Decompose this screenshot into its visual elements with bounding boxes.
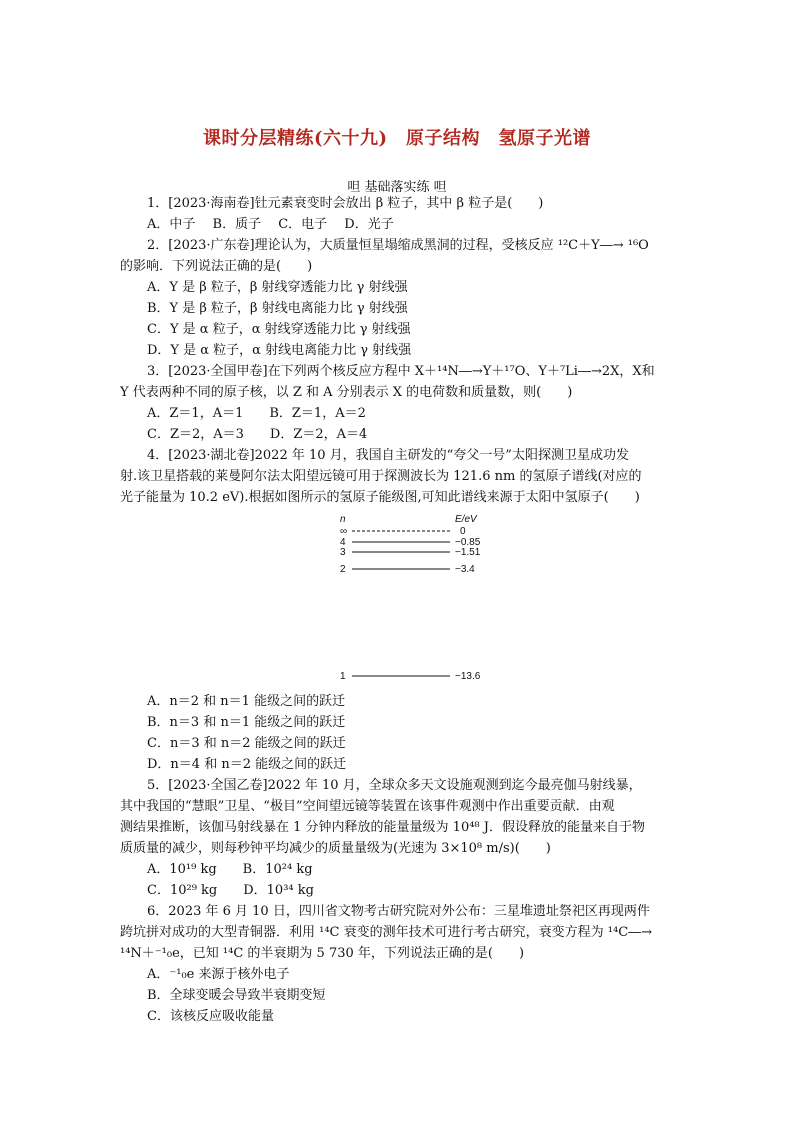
- question-5-options-ab: A．10¹⁹ kg B．10²⁴ kg: [147, 862, 313, 877]
- question-4-stem-cont-1: 射.该卫星搭载的莱曼阿尔法太阳望远镜可用于探测波长为 121.6 nm 的氢原子谱线(对应的: [120, 469, 642, 484]
- question-3-options-ab: A．Z＝1，A＝1 B．Z＝1，A＝2: [147, 406, 366, 421]
- question-6-option-b: B．全球变暖会导致半衰期变短: [147, 988, 326, 1003]
- question-6-stem-cont-2: ¹⁴N＋⁻¹₀e，已知 ¹⁴C 的半衰期为 5 730 年，下列说法正确的是( ): [120, 946, 525, 961]
- question-5-stem-cont-2: 测结果推断，该伽马射线暴在 1 分钟内释放的能量量级为 10⁴⁸ J．假设释放的能量来自于物: [120, 820, 645, 835]
- question-6-stem: 6．2023 年 6 月 10 日，四川省文物考古研究院对外公布：三星堆遗址祭祀区再现两件: [147, 904, 650, 919]
- diagram-n-header: n: [340, 514, 346, 525]
- question-6-option-c: C．该核反应吸收能量: [147, 1009, 274, 1024]
- question-4-option-d: D．n＝4 和 n＝2 能级之间的跃迁: [147, 757, 347, 772]
- question-6-option-a: A．⁻¹₀e 来源于核外电子: [147, 967, 290, 982]
- question-2-option-a: A．Y 是 β 粒子，β 射线穿透能力比 γ 射线强: [147, 280, 408, 295]
- page-title: 课时分层精练(六十九) 原子结构 氢原子光谱: [202, 128, 592, 149]
- energy-level-diagram: [330, 510, 500, 690]
- question-3-stem: 3．[2023·全国甲卷]在下列两个核反应方程中 X＋¹⁴N―→Y＋¹⁷O、Y＋⁷Li―→2X，X和: [147, 364, 655, 379]
- question-1-options: A．中子 B．质子 C．电子 D．光子: [147, 217, 394, 232]
- question-5-stem: 5．[2023·全国乙卷]2022 年 10 月，全球众多天文设施观测到迄今最亮伽马射线暴，: [147, 778, 642, 793]
- level-1-e: −13.6: [455, 671, 481, 682]
- question-3-stem-cont: Y 代表两种不同的原子核，以 Z 和 A 分别表示 X 的电荷数和质量数，则( ): [120, 385, 573, 400]
- section-heading: 呾 基础落实练 呾: [347, 180, 447, 195]
- question-2-stem-cont: 的影响．下列说法正确的是( ): [120, 259, 313, 274]
- question-5-stem-cont-1: 其中我国的“慧眼”卫星、“极目”空间望远镜等装置在该事件观测中作出重要贡献．由观: [120, 799, 615, 814]
- level-3-e: −1.51: [455, 547, 481, 558]
- diagram-e-header: E/eV: [455, 514, 477, 525]
- question-5-stem-cont-3: 质质量的减少，则每秒钟平均减少的质量量级为(光速为 3×10⁸ m/s)( ): [120, 841, 551, 856]
- question-4-option-b: B．n＝3 和 n＝1 能级之间的跃迁: [147, 715, 346, 730]
- level-inf-e: 0: [460, 526, 466, 537]
- level-2-e: −3.4: [455, 564, 475, 575]
- question-5-options-cd: C．10²⁹ kg D．10³⁴ kg: [147, 883, 314, 898]
- question-2-option-b: B．Y 是 β 粒子，β 射线电离能力比 γ 射线强: [147, 301, 408, 316]
- question-6-stem-cont-1: 跨坑拼对成功的大型青铜器．利用 ¹⁴C 衰变的测年技术可进行考古研究，衰变方程为 ¹⁴C―→: [120, 925, 653, 940]
- question-2-option-d: D．Y 是 α 粒子，α 射线电离能力比 γ 射线强: [147, 343, 412, 358]
- level-inf-n: ∞: [340, 526, 348, 537]
- question-4-stem-cont-2: 光子能量为 10.2 eV).根据如图所示的氢原子能级图,可知此谱线来源于太阳中氢原子( ): [120, 490, 640, 505]
- question-1-stem: 1．[2023·海南卷]钍元素衰变时会放出 β 粒子，其中 β 粒子是( ): [147, 196, 544, 211]
- question-4-stem: 4．[2023·湖北卷]2022 年 10 月，我国自主研发的“夸父一号”太阳探测卫星成功发: [147, 448, 629, 463]
- question-2-option-c: C．Y 是 α 粒子，α 射线穿透能力比 γ 射线强: [147, 322, 411, 337]
- level-4-e: −0.85: [455, 537, 481, 548]
- question-4-option-c: C．n＝3 和 n＝2 能级之间的跃迁: [147, 736, 346, 751]
- question-3-options-cd: C．Z＝2，A＝3 D．Z＝2，A＝4: [147, 427, 368, 442]
- question-4-option-a: A．n＝2 和 n＝1 能级之间的跃迁: [147, 694, 346, 709]
- level-3-n: 3: [340, 547, 346, 558]
- level-2-n: 2: [340, 564, 346, 575]
- level-4-n: 4: [340, 537, 346, 548]
- question-2-stem: 2．[2023·广东卷]理论认为，大质量恒星塌缩成黑洞的过程，受核反应 ¹²C＋Y―→ ¹⁶O: [147, 238, 649, 253]
- level-1-n: 1: [340, 671, 346, 682]
